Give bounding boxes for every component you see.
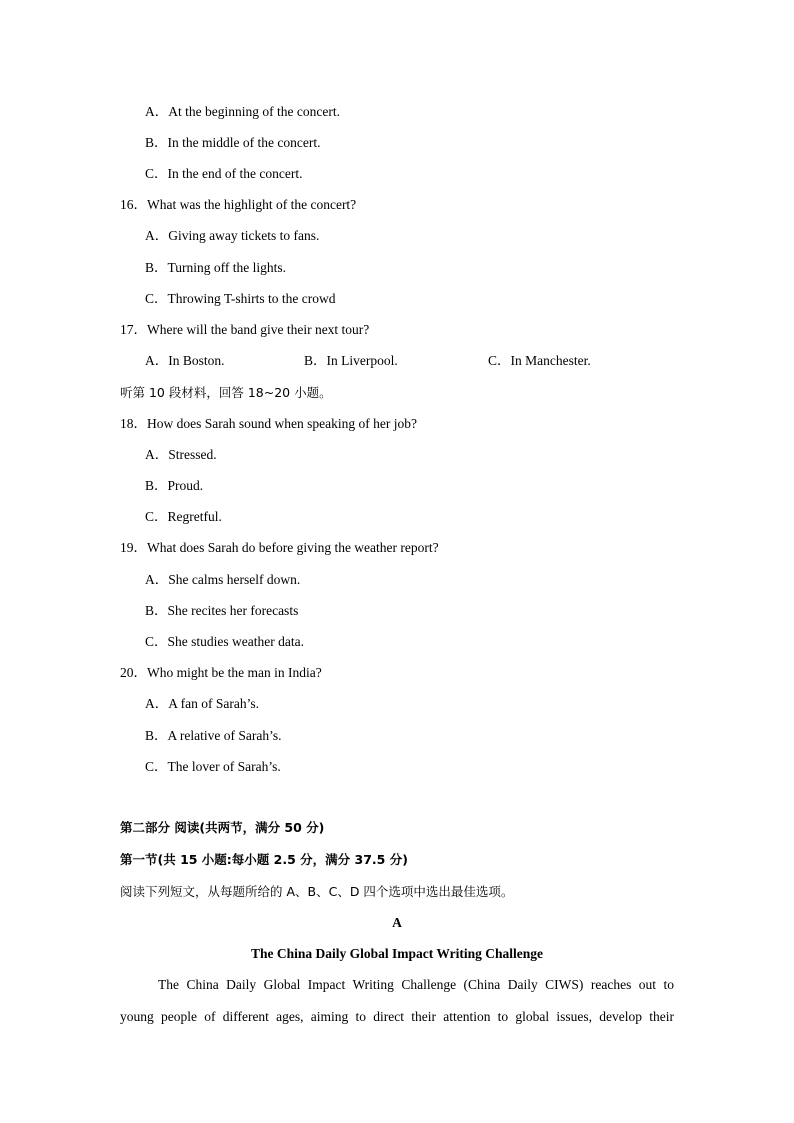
q18-option-c: C．Regretful. <box>145 509 222 524</box>
q16-option-b: B．Turning off the lights. <box>145 260 287 275</box>
part-heading: 第二部分 阅读(共两节，满分 50 分) <box>120 820 325 835</box>
q19-option-a: A．She calms herself down. <box>145 572 301 587</box>
q15-option-b: B．In the middle of the concert. <box>145 135 321 150</box>
q18-option-a: A．Stressed. <box>145 447 217 462</box>
q16-option-c: C．Throwing T-shirts to the crowd <box>145 291 336 306</box>
section-instruction: 听第 10 段材料，回答 18~20 小题。 <box>120 385 332 400</box>
q17-stem: 17．Where will the band give their next tour? <box>120 322 370 337</box>
passage-label: A <box>392 915 402 930</box>
q17-option-b: B．In Liverpool. <box>304 353 398 368</box>
passage-line-1: The China Daily Global Impact Writing Challenge (China Daily CIWS) reaches out to <box>158 977 674 992</box>
q16-stem: 16．What was the highlight of the concert? <box>120 197 357 212</box>
q19-option-c: C．She studies weather data. <box>145 634 304 649</box>
section-heading: 第一节(共 15 小题:每小题 2.5 分，满分 37.5 分) <box>120 852 408 867</box>
q15-option-a: A．At the beginning of the concert. <box>145 104 340 119</box>
q20-stem: 20．Who might be the man in India? <box>120 665 322 680</box>
q20-option-a: A．A fan of Sarah’s. <box>145 696 259 711</box>
passage-title: The China Daily Global Impact Writing Challenge <box>250 946 544 961</box>
reading-instruction: 阅读下列短文，从每题所给的 A、B、C、D 四个选项中选出最佳选项。 <box>120 884 514 899</box>
q17-option-a: A．In Boston. <box>145 353 225 368</box>
q15-option-c: C．In the end of the concert. <box>145 166 303 181</box>
q18-option-b: B．Proud. <box>145 478 204 493</box>
q17-option-c: C．In Manchester. <box>488 353 591 368</box>
q20-option-c: C．The lover of Sarah’s. <box>145 759 281 774</box>
passage-line-2: young people of different ages, aiming to direct their attention to global issues, develop their <box>120 1009 674 1024</box>
q19-option-b: B．She recites her forecasts <box>145 603 299 618</box>
q20-option-b: B．A relative of Sarah’s. <box>145 728 282 743</box>
q16-option-a: A．Giving away tickets to fans. <box>145 228 320 243</box>
q19-stem: 19．What does Sarah do before giving the weather report? <box>120 540 439 555</box>
q18-stem: 18．How does Sarah sound when speaking of her job? <box>120 416 417 431</box>
